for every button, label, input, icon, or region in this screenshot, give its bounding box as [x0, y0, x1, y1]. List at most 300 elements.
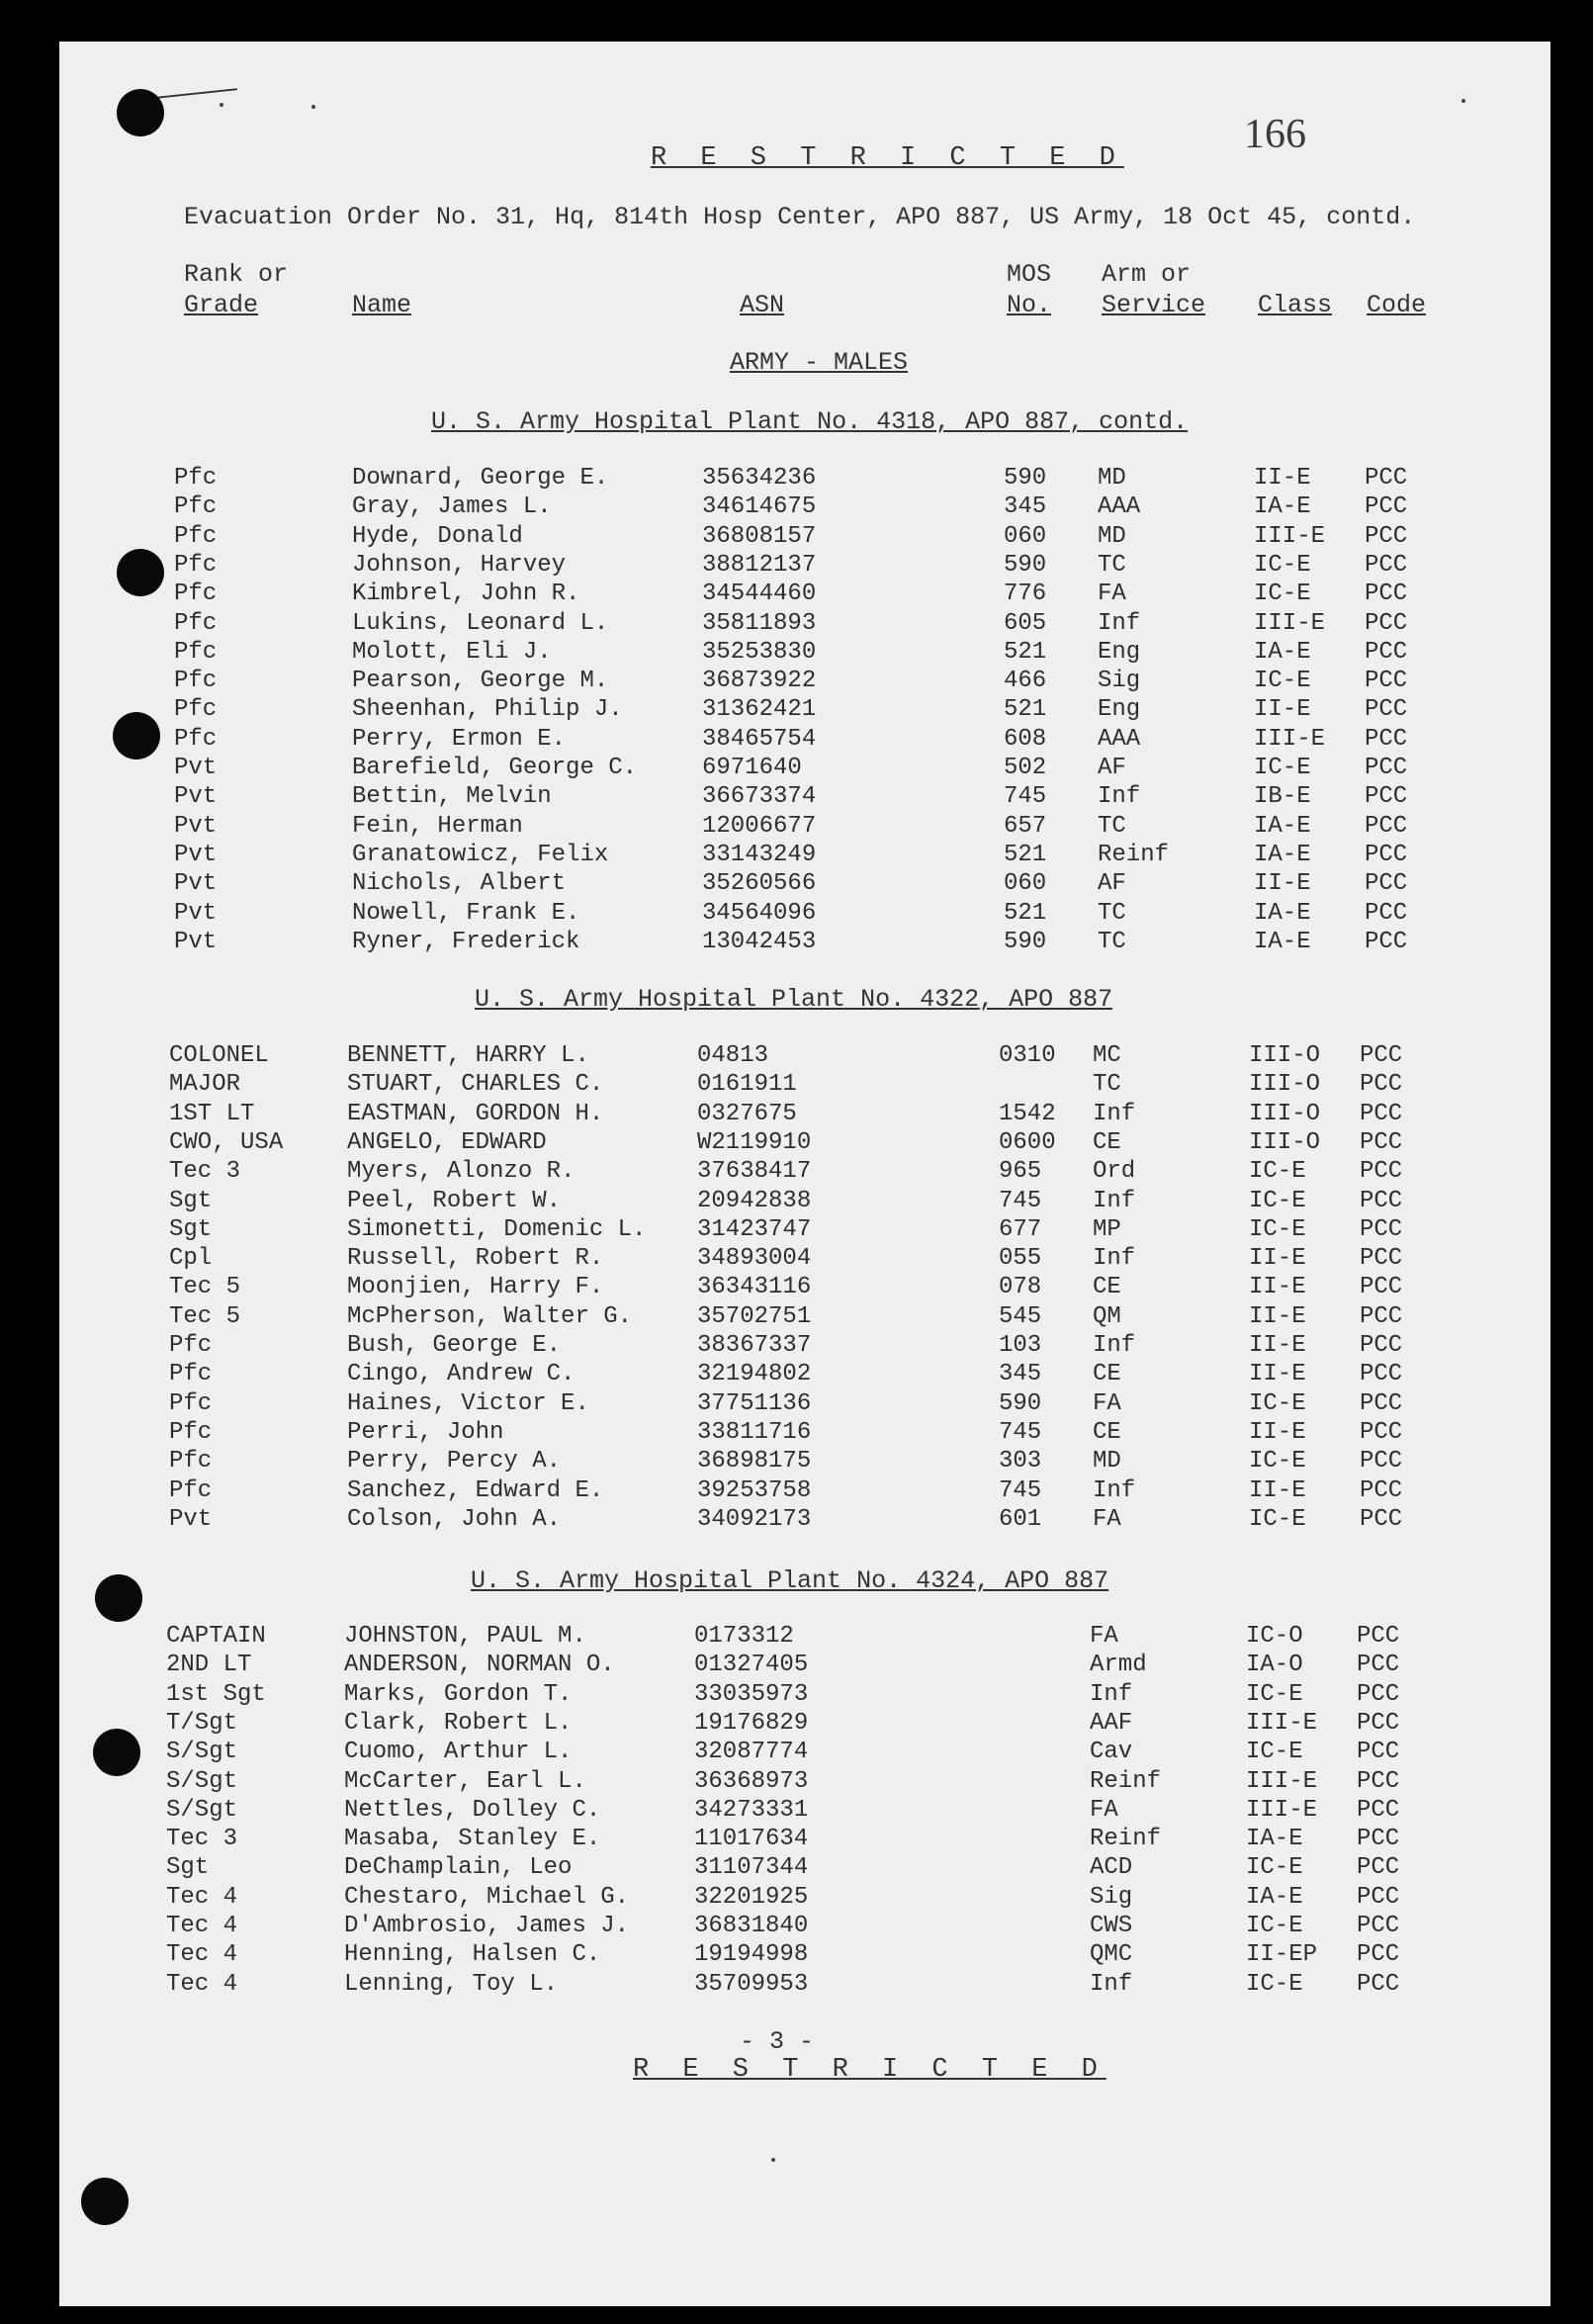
cell-code: PCC: [1365, 696, 1408, 724]
cell-cls: IB-E: [1254, 783, 1311, 811]
cell-asn: 34564096: [702, 899, 817, 927]
cell-code: PCC: [1357, 1709, 1400, 1737]
cell-cls: III-O: [1249, 1128, 1321, 1156]
cell-cls: IC-E: [1254, 581, 1311, 608]
cell-mos: 601: [999, 1505, 1042, 1533]
header-asn: ASN: [740, 291, 785, 319]
cell-name: Masaba, Stanley E.: [344, 1826, 601, 1853]
section-title: U. S. Army Hospital Plant No. 4318, APO 887, contd.: [431, 407, 1189, 436]
cell-rank: Pfc: [174, 551, 218, 579]
cell-asn: W2119910: [697, 1128, 812, 1156]
cell-name: Sheenhan, Philip J.: [352, 696, 623, 724]
cell-name: Sanchez, Edward E.: [347, 1476, 604, 1504]
cell-asn: 37638417: [697, 1158, 812, 1186]
cell-name: JOHNSTON, PAUL M.: [344, 1623, 586, 1650]
table-row: [54, 1361, 1546, 1389]
cell-rank: Tec 4: [166, 1913, 238, 1939]
cell-rank: Pfc: [174, 638, 218, 666]
cell-cls: IA-E: [1254, 812, 1311, 840]
table-row: [51, 1826, 1543, 1854]
cell-arm: ACD: [1090, 1854, 1133, 1882]
cell-code: PCC: [1360, 1448, 1403, 1475]
cell-rank: Pvt: [174, 870, 218, 898]
cell-rank: Tec 5: [169, 1302, 241, 1330]
cell-cls: II-E: [1249, 1245, 1306, 1273]
table-row: [59, 668, 1550, 696]
punch-hole: [117, 89, 164, 136]
cell-asn: 0161911: [697, 1071, 797, 1099]
restricted-banner: R E S T R I C T E D: [651, 143, 1124, 173]
cell-rank: CWO, USA: [169, 1128, 284, 1156]
table-row: [51, 1768, 1543, 1797]
category-heading: ARMY - MALES: [730, 348, 909, 377]
cell-asn: 20942838: [697, 1187, 812, 1214]
cell-mos: 521: [1004, 696, 1047, 724]
cell-asn: 34544460: [702, 581, 817, 608]
cell-cls: III-O: [1249, 1071, 1321, 1099]
cell-asn: 39253758: [697, 1476, 812, 1504]
cell-name: Molott, Eli J.: [352, 638, 552, 666]
header-rank: Rank or Grade: [184, 260, 289, 319]
cell-arm: Inf: [1093, 1245, 1136, 1273]
cell-rank: Tec 4: [166, 1970, 238, 1998]
cell-cls: IC-E: [1246, 1970, 1303, 1998]
cell-cls: IC-E: [1254, 668, 1311, 695]
cell-name: Nichols, Albert: [352, 870, 567, 898]
table-row: [51, 1652, 1543, 1680]
cell-code: PCC: [1357, 1680, 1400, 1708]
cell-cls: IC-E: [1249, 1215, 1306, 1243]
cell-code: PCC: [1357, 1913, 1400, 1939]
header-arm-service: Arm or Service: [1102, 260, 1206, 319]
cell-asn: 35260566: [702, 870, 817, 898]
cell-arm: AAF: [1090, 1709, 1133, 1737]
cell-name: Hyde, Donald: [352, 522, 523, 550]
cell-mos: 345: [1004, 493, 1047, 521]
cell-cls: IA-E: [1254, 841, 1311, 868]
cell-cls: IA-E: [1254, 493, 1311, 521]
cell-code: PCC: [1360, 1128, 1403, 1156]
table-row: [59, 493, 1550, 522]
cell-mos: 657: [1004, 812, 1047, 840]
cell-rank: Sgt: [169, 1215, 213, 1243]
table-row: [54, 1448, 1546, 1476]
cell-rank: Pfc: [174, 668, 218, 695]
cell-rank: Pfc: [174, 522, 218, 550]
order-title: Evacuation Order No. 31, Hq, 814th Hosp Center, APO 887, US Army, 18 Oct 45, contd.: [184, 203, 1416, 231]
cell-asn: 38465754: [702, 725, 817, 753]
cell-rank: Pvt: [174, 783, 218, 811]
cell-name: EASTMAN, GORDON H.: [347, 1100, 604, 1127]
cell-mos: 078: [999, 1274, 1042, 1301]
cell-cls: IC-E: [1254, 755, 1311, 781]
cell-arm: Inf: [1098, 783, 1141, 811]
cell-code: PCC: [1360, 1187, 1403, 1214]
cell-cls: IA-E: [1246, 1826, 1303, 1853]
cell-arm: Armd: [1090, 1652, 1147, 1679]
cell-asn: 31423747: [697, 1215, 812, 1243]
table-row: [54, 1332, 1546, 1361]
cell-code: PCC: [1360, 1389, 1403, 1417]
speck: [220, 103, 223, 107]
cell-cls: III-E: [1254, 725, 1326, 753]
cell-asn: 31107344: [694, 1854, 809, 1882]
table-row: [54, 1188, 1546, 1216]
cell-cls: IC-E: [1246, 1739, 1303, 1766]
cell-rank: Pfc: [174, 493, 218, 521]
cell-code: PCC: [1365, 870, 1408, 898]
table-row: [54, 1419, 1546, 1448]
cell-code: PCC: [1357, 1739, 1400, 1766]
cell-arm: Reinf: [1090, 1767, 1162, 1795]
cell-rank: Pfc: [169, 1476, 213, 1504]
cell-asn: 38812137: [702, 551, 817, 579]
cell-arm: MP: [1093, 1215, 1121, 1243]
table-row: [59, 900, 1550, 929]
cell-cls: II-E: [1249, 1361, 1306, 1388]
cell-cls: IC-E: [1249, 1158, 1306, 1186]
cell-code: PCC: [1365, 522, 1408, 550]
cell-asn: 0327675: [697, 1100, 797, 1127]
table-row: [59, 783, 1550, 812]
cell-cls: III-E: [1246, 1796, 1318, 1824]
cell-arm: MD: [1098, 522, 1126, 550]
cell-name: Kimbrel, John R.: [352, 581, 580, 608]
cell-rank: Pfc: [169, 1418, 213, 1446]
cell-name: Bush, George E.: [347, 1332, 562, 1359]
cell-name: Peel, Robert W.: [347, 1187, 562, 1214]
cell-asn: 33811716: [697, 1418, 812, 1446]
cell-arm: Sig: [1098, 668, 1141, 695]
cell-cls: IC-E: [1246, 1680, 1303, 1708]
cell-rank: MAJOR: [169, 1071, 241, 1099]
section-title: U. S. Army Hospital Plant No. 4324, APO 887: [471, 1566, 1109, 1595]
pencil-mark: [146, 88, 237, 100]
cell-cls: IC-E: [1246, 1913, 1303, 1939]
table-row: [59, 755, 1550, 783]
cell-code: PCC: [1365, 783, 1408, 811]
cell-name: Pearson, George M.: [352, 668, 609, 695]
cell-arm: FA: [1098, 581, 1126, 608]
cell-mos: 060: [1004, 522, 1047, 550]
cell-name: ANDERSON, NORMAN O.: [344, 1652, 615, 1679]
cell-rank: Pfc: [174, 609, 218, 637]
cell-arm: AF: [1098, 755, 1126, 781]
cell-name: Clark, Robert L.: [344, 1709, 573, 1737]
cell-rank: Pfc: [169, 1332, 213, 1359]
cell-mos: 608: [1004, 725, 1047, 753]
table-row: [59, 639, 1550, 668]
cell-name: Downard, George E.: [352, 465, 609, 492]
cell-rank: Pfc: [174, 465, 218, 492]
cell-rank: Pvt: [169, 1505, 213, 1533]
cell-arm: Inf: [1090, 1680, 1133, 1708]
cell-mos: 060: [1004, 870, 1047, 898]
page-number: 166: [1244, 112, 1306, 157]
table-row: [54, 1216, 1546, 1245]
cell-code: PCC: [1357, 1854, 1400, 1882]
table-row: [54, 1506, 1546, 1535]
cell-code: PCC: [1357, 1652, 1400, 1679]
cell-asn: 0173312: [694, 1623, 794, 1650]
cell-cls: IA-E: [1254, 928, 1311, 955]
cell-arm: Reinf: [1090, 1826, 1162, 1853]
cell-name: ANGELO, EDWARD: [347, 1128, 547, 1156]
cell-asn: 36368973: [694, 1767, 809, 1795]
cell-mos: 055: [999, 1245, 1042, 1273]
cell-cls: IC-E: [1249, 1187, 1306, 1214]
cell-arm: Inf: [1093, 1100, 1136, 1127]
cell-rank: Sgt: [166, 1854, 210, 1882]
cell-cls: II-E: [1249, 1274, 1306, 1301]
cell-mos: 345: [999, 1361, 1042, 1388]
cell-asn: 11017634: [694, 1826, 809, 1853]
cell-code: PCC: [1360, 1215, 1403, 1243]
cell-asn: 33143249: [702, 841, 817, 868]
cell-asn: 34614675: [702, 493, 817, 521]
cell-cls: II-E: [1249, 1418, 1306, 1446]
table-row: [59, 696, 1550, 725]
cell-cls: IC-E: [1249, 1505, 1306, 1533]
table-row: [59, 842, 1550, 870]
cell-asn: 36808157: [702, 522, 817, 550]
cell-code: PCC: [1357, 1970, 1400, 1998]
cell-cls: IC-E: [1246, 1854, 1303, 1882]
table-row: [54, 1101, 1546, 1129]
table-row: [51, 1884, 1543, 1913]
cell-code: PCC: [1365, 609, 1408, 637]
cell-name: Nowell, Frank E.: [352, 899, 580, 927]
cell-rank: 1st Sgt: [166, 1680, 266, 1708]
cell-name: Russell, Robert R.: [347, 1245, 604, 1273]
cell-cls: IA-E: [1254, 638, 1311, 666]
cell-rank: S/Sgt: [166, 1796, 238, 1824]
cell-asn: 37751136: [697, 1389, 812, 1417]
cell-name: Simonetti, Domenic L.: [347, 1215, 647, 1243]
cell-code: PCC: [1365, 465, 1408, 492]
cell-name: Marks, Gordon T.: [344, 1680, 573, 1708]
table-row: [54, 1477, 1546, 1506]
cell-mos: 745: [999, 1418, 1042, 1446]
cell-arm: CE: [1093, 1361, 1121, 1388]
cell-asn: 36898175: [697, 1448, 812, 1475]
table-row: [59, 929, 1550, 957]
cell-cls: III-O: [1249, 1100, 1321, 1127]
cell-name: Cingo, Andrew C.: [347, 1361, 575, 1388]
cell-cls: IA-E: [1246, 1883, 1303, 1911]
table-row: [51, 1797, 1543, 1826]
cell-arm: Reinf: [1098, 841, 1170, 868]
cell-mos: 103: [999, 1332, 1042, 1359]
cell-cls: III-E: [1254, 609, 1326, 637]
table-row: [59, 523, 1550, 552]
cell-code: PCC: [1365, 841, 1408, 868]
cell-code: PCC: [1365, 928, 1408, 955]
cell-code: PCC: [1357, 1883, 1400, 1911]
punch-hole: [81, 2178, 129, 2225]
cell-name: Henning, Halsen C.: [344, 1941, 601, 1969]
cell-cls: II-E: [1254, 465, 1311, 492]
header-mos: MOS No.: [1007, 260, 1052, 319]
cell-code: PCC: [1360, 1274, 1403, 1301]
cell-rank: Pfc: [169, 1448, 213, 1475]
table-row: [54, 1071, 1546, 1100]
header-code: Code: [1367, 291, 1427, 319]
cell-code: PCC: [1365, 551, 1408, 579]
cell-rank: Pfc: [169, 1389, 213, 1417]
cell-name: Johnson, Harvey: [352, 551, 567, 579]
cell-asn: 36343116: [697, 1274, 812, 1301]
cell-arm: Eng: [1098, 696, 1141, 724]
cell-arm: AF: [1098, 870, 1126, 898]
cell-asn: 34092173: [697, 1505, 812, 1533]
cell-asn: 35811893: [702, 609, 817, 637]
cell-asn: 32194802: [697, 1361, 812, 1388]
cell-rank: S/Sgt: [166, 1767, 238, 1795]
table-row: [51, 1971, 1543, 2000]
cell-name: STUART, CHARLES C.: [347, 1071, 604, 1099]
cell-arm: Ord: [1093, 1158, 1136, 1186]
cell-mos: 776: [1004, 581, 1047, 608]
cell-cls: II-E: [1249, 1332, 1306, 1359]
cell-rank: S/Sgt: [166, 1739, 238, 1766]
table-row: [59, 552, 1550, 581]
speck: [771, 2158, 775, 2162]
cell-cls: IC-E: [1254, 551, 1311, 579]
cell-rank: Tec 3: [166, 1826, 238, 1853]
cell-asn: 35634236: [702, 465, 817, 492]
speck: [311, 105, 315, 109]
table-row: [54, 1303, 1546, 1332]
cell-code: PCC: [1365, 581, 1408, 608]
cell-code: PCC: [1365, 493, 1408, 521]
cell-name: Colson, John A.: [347, 1505, 562, 1533]
cell-asn: 36831840: [694, 1913, 809, 1939]
cell-code: PCC: [1357, 1767, 1400, 1795]
cell-mos: 745: [999, 1187, 1042, 1214]
cell-arm: Cav: [1090, 1739, 1133, 1766]
cell-arm: Inf: [1093, 1476, 1136, 1504]
cell-rank: T/Sgt: [166, 1709, 238, 1737]
cell-rank: Pfc: [174, 581, 218, 608]
cell-rank: Pfc: [174, 725, 218, 753]
cell-cls: III-E: [1246, 1767, 1318, 1795]
cell-code: PCC: [1357, 1623, 1400, 1650]
cell-name: BENNETT, HARRY L.: [347, 1042, 589, 1069]
cell-name: Ryner, Frederick: [352, 928, 580, 955]
cell-cls: III-E: [1246, 1709, 1318, 1737]
cell-rank: 2ND LT: [166, 1652, 252, 1679]
cell-asn: 31362421: [702, 696, 817, 724]
cell-arm: TC: [1093, 1071, 1121, 1099]
cell-asn: 19194998: [694, 1941, 809, 1969]
cell-mos: 0310: [999, 1042, 1056, 1069]
cell-code: PCC: [1360, 1476, 1403, 1504]
cell-name: Lenning, Toy L.: [344, 1970, 559, 1998]
cell-code: PCC: [1365, 899, 1408, 927]
cell-arm: TC: [1098, 928, 1126, 955]
table-row: [51, 1739, 1543, 1767]
cell-mos: 677: [999, 1215, 1042, 1243]
cell-code: PCC: [1365, 638, 1408, 666]
cell-mos: 605: [1004, 609, 1047, 637]
cell-code: PCC: [1365, 668, 1408, 695]
cell-mos: 0600: [999, 1128, 1056, 1156]
cell-cls: II-E: [1249, 1302, 1306, 1330]
table-row: [54, 1274, 1546, 1302]
table-row: [51, 1710, 1543, 1739]
cell-rank: Tec 4: [166, 1941, 238, 1969]
cell-asn: 36673374: [702, 783, 817, 811]
cell-name: Nettles, Dolley C.: [344, 1796, 601, 1824]
cell-code: PCC: [1357, 1826, 1400, 1853]
cell-code: PCC: [1360, 1302, 1403, 1330]
cell-name: DeChamplain, Leo: [344, 1854, 573, 1882]
cell-arm: AAA: [1098, 725, 1141, 753]
cell-arm: TC: [1098, 812, 1126, 840]
cell-mos: 502: [1004, 755, 1047, 781]
cell-code: PCC: [1357, 1941, 1400, 1969]
cell-code: PCC: [1360, 1505, 1403, 1533]
table-row: [59, 726, 1550, 755]
cell-cls: III-O: [1249, 1042, 1321, 1069]
cell-rank: Pvt: [174, 899, 218, 927]
cell-rank: Pvt: [174, 928, 218, 955]
cell-arm: TC: [1098, 899, 1126, 927]
cell-code: PCC: [1365, 812, 1408, 840]
table-row: [59, 465, 1550, 493]
cell-rank: CAPTAIN: [166, 1623, 266, 1650]
cell-arm: MD: [1093, 1448, 1121, 1475]
cell-rank: Cpl: [169, 1245, 213, 1273]
cell-code: PCC: [1365, 725, 1408, 753]
table-row: [59, 870, 1550, 899]
cell-name: Fein, Herman: [352, 812, 523, 840]
cell-name: Gray, James L.: [352, 493, 552, 521]
table-row: [54, 1245, 1546, 1274]
cell-arm: MC: [1093, 1042, 1121, 1069]
cell-arm: Inf: [1093, 1187, 1136, 1214]
cell-name: Barefield, George C.: [352, 755, 638, 781]
table-row: [54, 1129, 1546, 1158]
cell-name: D'Ambrosio, James J.: [344, 1913, 630, 1939]
cell-asn: 01327405: [694, 1652, 809, 1679]
cell-name: Myers, Alonzo R.: [347, 1158, 575, 1186]
cell-arm: QMC: [1090, 1941, 1133, 1969]
cell-arm: Inf: [1093, 1332, 1136, 1359]
cell-mos: 590: [1004, 465, 1047, 492]
cell-asn: 34273331: [694, 1796, 809, 1824]
cell-mos: 590: [999, 1389, 1042, 1417]
cell-mos: 545: [999, 1302, 1042, 1330]
cell-rank: Tec 5: [169, 1274, 241, 1301]
cell-rank: Tec 4: [166, 1883, 238, 1911]
cell-mos: 521: [1004, 638, 1047, 666]
cell-name: Granatowicz, Felix: [352, 841, 609, 868]
cell-mos: 590: [1004, 551, 1047, 579]
cell-asn: 19176829: [694, 1709, 809, 1737]
restricted-banner-footer: R E S T R I C T E D: [633, 2055, 1106, 2085]
cell-cls: IC-O: [1246, 1623, 1303, 1650]
cell-arm: AAA: [1098, 493, 1141, 521]
cell-asn: 13042453: [702, 928, 817, 955]
cell-name: McCarter, Earl L.: [344, 1767, 586, 1795]
cell-asn: 12006677: [702, 812, 817, 840]
cell-code: PCC: [1365, 755, 1408, 781]
cell-cls: II-E: [1249, 1476, 1306, 1504]
cell-arm: MD: [1098, 465, 1126, 492]
table-row: [51, 1913, 1543, 1941]
